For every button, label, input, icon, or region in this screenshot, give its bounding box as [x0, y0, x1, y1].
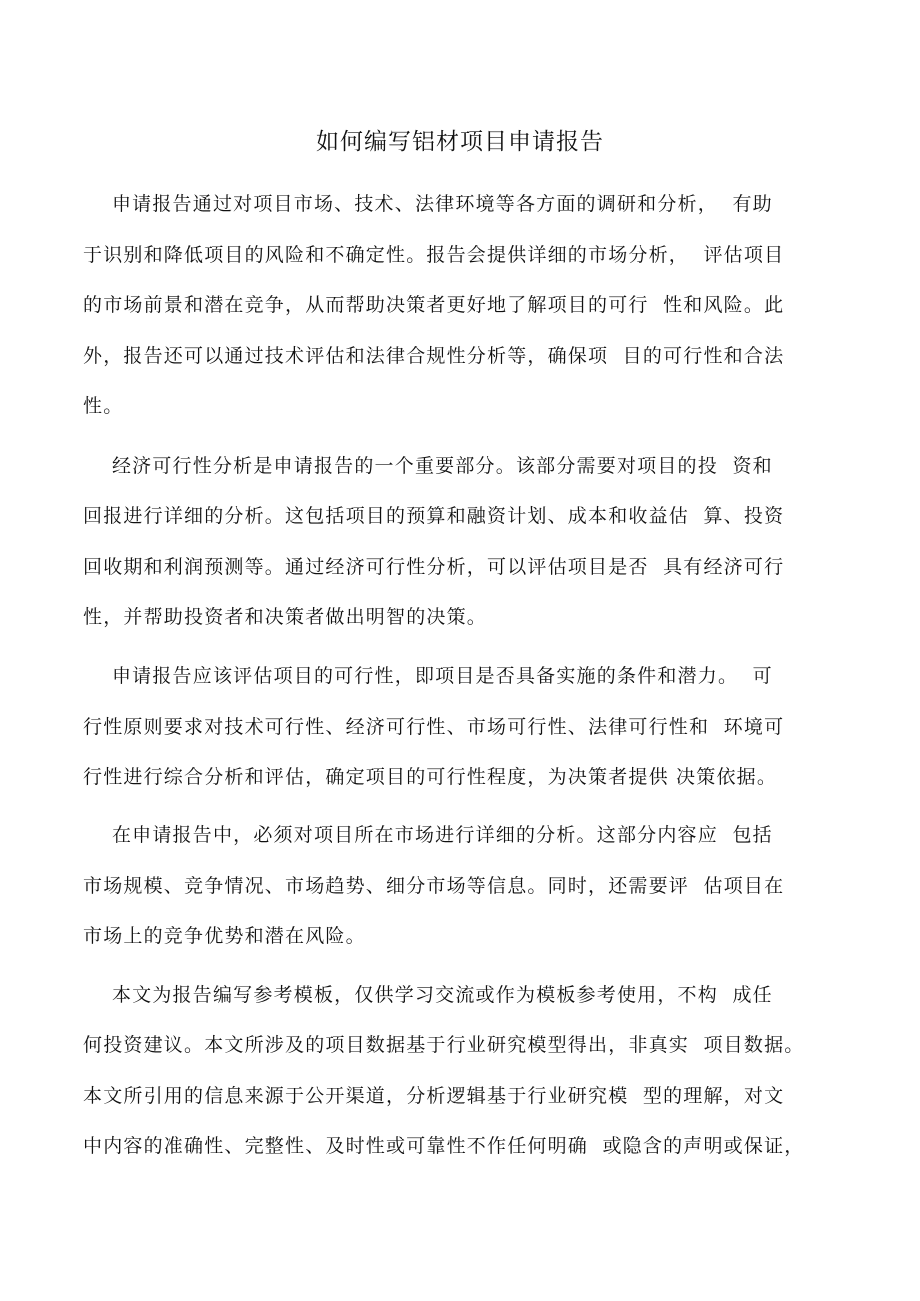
paragraph-1-line-2: 于识别和降低项目的风险和不确定性。报告会提供详细的市场分析， 评估项目: [83, 244, 785, 266]
paragraph-2-line-4: 性，并帮助投资者和决策者做出明智的决策。: [83, 606, 488, 628]
paragraph-2-line-2: 回报进行详细的分析。这包括项目的预算和融资计划、成本和收益估 算、投资: [83, 505, 785, 527]
paragraph-2-line-3: 回收期和利润预测等。通过经济可行性分析，可以评估项目是否 具有经济可行: [83, 556, 785, 578]
paragraph-5-line-4: 中内容的准确性、完整性、及时性或可靠性不作任何明确 或隐含的声明或保证，: [83, 1135, 805, 1157]
paragraph-5-line-3: 本文所引用的信息来源于公开渠道，分析逻辑基于行业研究模 型的理解，对文: [83, 1085, 785, 1107]
paragraph-3-line-3: 行性进行综合分析和评估，确定项目的可行性程度，为决策者提供 决策依据。: [83, 766, 778, 788]
paragraph-3-line-1: 申请报告应该评估项目的可行性，即项目是否具备实施的条件和潜力。 可: [83, 665, 773, 687]
paragraph-4-line-3: 市场上的竞争优势和潜在风险。: [83, 925, 366, 947]
paragraph-1-line-4: 外，报告还可以通过技术评估和法律合规性分析等，确保项 目的可行性和合法: [83, 345, 785, 367]
paragraph-4-line-2: 市场规模、竞争情况、市场趋势、细分市场等信息。同时，还需要评 估项目在: [83, 875, 785, 897]
paragraph-1-line-3: 的市场前景和潜在竞争，从而帮助决策者更好地了解项目的可行 性和风险。此: [83, 294, 785, 316]
paragraph-4-line-1: 在申请报告中，必须对项目所在市场进行详细的分析。这部分内容应 包括: [83, 824, 773, 846]
paragraph-2-line-1: 经济可行性分析是申请报告的一个重要部分。该部分需要对项目的投 资和: [83, 455, 773, 477]
paragraph-1-line-1: 申请报告通过对项目市场、技术、法律环境等各方面的调研和分析， 有助: [83, 193, 773, 215]
paragraph-3-line-2: 行性原则要求对技术可行性、经济可行性、市场可行性、法律可行性和 环境可: [83, 716, 785, 738]
paragraph-5-line-2: 何投资建议。本文所涉及的项目数据基于行业研究模型得出，非真实 项目数据。: [83, 1034, 805, 1056]
paragraph-1-line-5: 性。: [83, 395, 124, 417]
paragraph-5-line-1: 本文为报告编写参考模板，仅供学习交流或作为模板参考使用，不构 成任: [83, 984, 773, 1006]
document-title: 如何编写铝材项目申请报告: [316, 129, 604, 155]
